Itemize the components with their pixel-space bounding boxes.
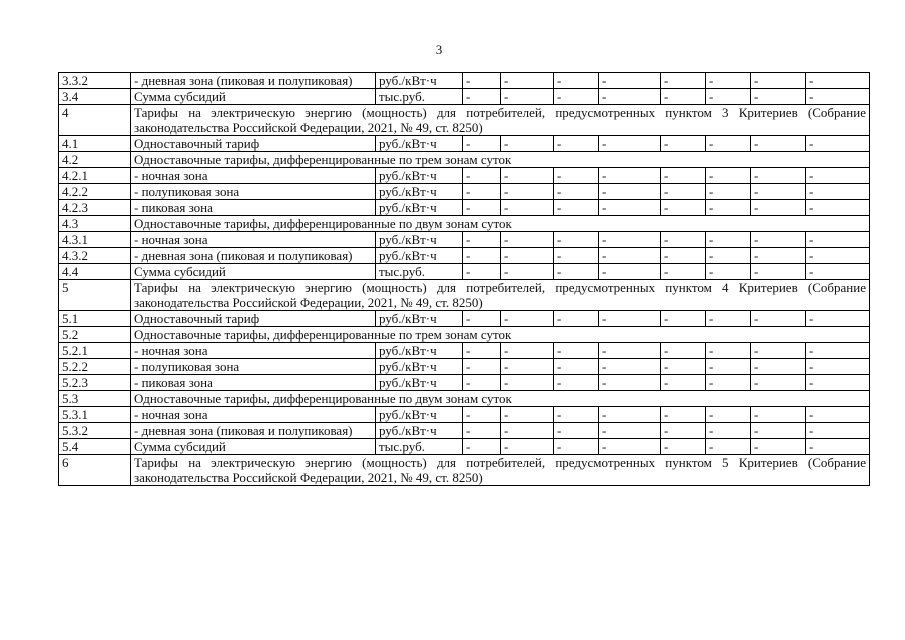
row-unit: руб./кВт·ч [376, 184, 463, 200]
table-row [59, 407, 870, 423]
value-cell: - [599, 439, 661, 455]
row-name: - полупиковая зона [131, 184, 376, 200]
value-cell: - [599, 89, 661, 105]
value-cell: - [806, 439, 870, 455]
value-cell: - [599, 136, 661, 152]
row-name: - дневная зона (пиковая и полупиковая) [131, 423, 376, 439]
value-cell: - [806, 343, 870, 359]
row-unit: руб./кВт·ч [376, 73, 463, 89]
value-cell: - [463, 200, 501, 216]
value-cell: - [599, 264, 661, 280]
row-number: 5.3.1 [59, 407, 131, 423]
section-row [59, 327, 870, 343]
value-cell: - [463, 89, 501, 105]
value-cell: - [554, 343, 599, 359]
value-cell: - [751, 407, 806, 423]
row-number: 4.3.1 [59, 232, 131, 248]
section-row [59, 105, 870, 136]
value-cell: - [706, 136, 751, 152]
row-name: - ночная зона [131, 232, 376, 248]
value-cell: - [751, 439, 806, 455]
section-title: Одноставочные тарифы, дифференцированные по трем зонам суток [131, 152, 870, 168]
value-cell: - [706, 89, 751, 105]
row-unit: руб./кВт·ч [376, 407, 463, 423]
value-cell: - [599, 73, 661, 89]
value-cell: - [706, 311, 751, 327]
value-cell: - [599, 168, 661, 184]
value-cell: - [661, 423, 706, 439]
value-cell: - [501, 264, 554, 280]
value-cell: - [554, 232, 599, 248]
value-cell: - [463, 136, 501, 152]
value-cell: - [501, 375, 554, 391]
row-number: 6 [59, 455, 131, 486]
value-cell: - [661, 407, 706, 423]
value-cell: - [661, 89, 706, 105]
row-unit: руб./кВт·ч [376, 200, 463, 216]
row-name: Сумма субсидий [131, 264, 376, 280]
value-cell: - [806, 184, 870, 200]
value-cell: - [501, 73, 554, 89]
table-row [59, 248, 870, 264]
value-cell: - [554, 375, 599, 391]
value-cell: - [751, 248, 806, 264]
value-cell: - [463, 264, 501, 280]
value-cell: - [554, 184, 599, 200]
value-cell: - [463, 423, 501, 439]
value-cell: - [599, 232, 661, 248]
value-cell: - [501, 168, 554, 184]
row-number: 5.3.2 [59, 423, 131, 439]
value-cell: - [706, 407, 751, 423]
value-cell: - [463, 232, 501, 248]
row-number: 4.3 [59, 216, 131, 232]
value-cell: - [554, 200, 599, 216]
value-cell: - [463, 359, 501, 375]
value-cell: - [501, 343, 554, 359]
section-row [59, 455, 870, 486]
row-number: 5.3 [59, 391, 131, 407]
value-cell: - [806, 311, 870, 327]
tariff-table-body [59, 73, 870, 486]
value-cell: - [706, 168, 751, 184]
value-cell: - [501, 184, 554, 200]
value-cell: - [501, 359, 554, 375]
value-cell: - [806, 168, 870, 184]
row-unit: руб./кВт·ч [376, 359, 463, 375]
value-cell: - [706, 343, 751, 359]
value-cell: - [554, 311, 599, 327]
section-row [59, 216, 870, 232]
value-cell: - [661, 200, 706, 216]
value-cell: - [751, 232, 806, 248]
row-unit: руб./кВт·ч [376, 232, 463, 248]
value-cell: - [501, 423, 554, 439]
value-cell: - [751, 359, 806, 375]
table-row [59, 184, 870, 200]
value-cell: - [751, 200, 806, 216]
value-cell: - [554, 248, 599, 264]
row-unit: руб./кВт·ч [376, 343, 463, 359]
value-cell: - [706, 248, 751, 264]
section-row [59, 280, 870, 311]
value-cell: - [806, 359, 870, 375]
row-name: - дневная зона (пиковая и полупиковая) [131, 73, 376, 89]
value-cell: - [706, 439, 751, 455]
row-number: 5.2.3 [59, 375, 131, 391]
value-cell: - [599, 311, 661, 327]
row-name: Одноставочный тариф [131, 311, 376, 327]
row-name: - пиковая зона [131, 200, 376, 216]
value-cell: - [706, 359, 751, 375]
table-row [59, 439, 870, 455]
value-cell: - [599, 248, 661, 264]
value-cell: - [661, 248, 706, 264]
value-cell: - [599, 184, 661, 200]
section-title: Тарифы на электрическую энергию (мощность) для потребителей, предусмотренных пунктом 3 Критериев (Собрание законодательства Российской Федерации, 2021, № 49, ст. 8250) [131, 105, 870, 136]
value-cell: - [463, 407, 501, 423]
value-cell: - [751, 89, 806, 105]
value-cell: - [463, 73, 501, 89]
value-cell: - [554, 89, 599, 105]
value-cell: - [751, 375, 806, 391]
value-cell: - [806, 423, 870, 439]
value-cell: - [661, 136, 706, 152]
table-row [59, 200, 870, 216]
value-cell: - [751, 423, 806, 439]
value-cell: - [806, 264, 870, 280]
row-unit: тыс.руб. [376, 439, 463, 455]
value-cell: - [599, 375, 661, 391]
value-cell: - [706, 423, 751, 439]
value-cell: - [463, 184, 501, 200]
value-cell: - [806, 89, 870, 105]
row-name: - ночная зона [131, 343, 376, 359]
value-cell: - [463, 343, 501, 359]
row-unit: руб./кВт·ч [376, 136, 463, 152]
section-title: Одноставочные тарифы, дифференцированные по двум зонам суток [131, 216, 870, 232]
value-cell: - [751, 311, 806, 327]
value-cell: - [751, 184, 806, 200]
value-cell: - [554, 423, 599, 439]
value-cell: - [463, 168, 501, 184]
row-number: 3.3.2 [59, 73, 131, 89]
value-cell: - [501, 232, 554, 248]
value-cell: - [501, 311, 554, 327]
value-cell: - [806, 375, 870, 391]
value-cell: - [599, 423, 661, 439]
value-cell: - [554, 73, 599, 89]
row-unit: тыс.руб. [376, 89, 463, 105]
value-cell: - [463, 248, 501, 264]
value-cell: - [599, 200, 661, 216]
value-cell: - [751, 343, 806, 359]
section-title: Тарифы на электрическую энергию (мощность) для потребителей, предусмотренных пунктом 5 Критериев (Собрание законодательства Российской Федерации, 2021, № 49, ст. 8250) [131, 455, 870, 486]
table-row [59, 311, 870, 327]
section-row [59, 391, 870, 407]
value-cell: - [554, 439, 599, 455]
row-name: - полупиковая зона [131, 359, 376, 375]
value-cell: - [661, 184, 706, 200]
value-cell: - [661, 311, 706, 327]
value-cell: - [661, 168, 706, 184]
value-cell: - [463, 439, 501, 455]
tariff-table [58, 72, 870, 486]
value-cell: - [554, 359, 599, 375]
value-cell: - [501, 248, 554, 264]
row-number: 5.1 [59, 311, 131, 327]
row-name: - ночная зона [131, 407, 376, 423]
table-row [59, 232, 870, 248]
row-number: 4.2.2 [59, 184, 131, 200]
value-cell: - [463, 311, 501, 327]
row-number: 4.1 [59, 136, 131, 152]
table-row [59, 423, 870, 439]
value-cell: - [806, 407, 870, 423]
value-cell: - [501, 439, 554, 455]
value-cell: - [554, 264, 599, 280]
value-cell: - [599, 407, 661, 423]
row-number: 5 [59, 280, 131, 311]
table-row [59, 375, 870, 391]
value-cell: - [806, 73, 870, 89]
value-cell: - [661, 343, 706, 359]
row-number: 4.2.3 [59, 200, 131, 216]
value-cell: - [806, 248, 870, 264]
section-title: Одноставочные тарифы, дифференцированные по трем зонам суток [131, 327, 870, 343]
page-number: 3 [435, 42, 443, 57]
section-row [59, 152, 870, 168]
value-cell: - [661, 375, 706, 391]
value-cell: - [599, 359, 661, 375]
table-row [59, 343, 870, 359]
row-number: 5.2.1 [59, 343, 131, 359]
value-cell: - [661, 232, 706, 248]
row-number: 4.4 [59, 264, 131, 280]
row-number: 4.2.1 [59, 168, 131, 184]
row-number: 4.3.2 [59, 248, 131, 264]
table-row [59, 359, 870, 375]
section-title: Тарифы на электрическую энергию (мощность) для потребителей, предусмотренных пунктом 4 Критериев (Собрание законодательства Российской Федерации, 2021, № 49, ст. 8250) [131, 280, 870, 311]
row-name: Сумма субсидий [131, 89, 376, 105]
value-cell: - [661, 439, 706, 455]
value-cell: - [661, 264, 706, 280]
table-row [59, 89, 870, 105]
value-cell: - [706, 200, 751, 216]
row-name: Одноставочный тариф [131, 136, 376, 152]
value-cell: - [501, 200, 554, 216]
row-unit: руб./кВт·ч [376, 168, 463, 184]
value-cell: - [554, 407, 599, 423]
row-number: 5.2.2 [59, 359, 131, 375]
value-cell: - [751, 264, 806, 280]
value-cell: - [706, 264, 751, 280]
value-cell: - [501, 407, 554, 423]
value-cell: - [806, 200, 870, 216]
table-row [59, 168, 870, 184]
value-cell: - [661, 359, 706, 375]
row-unit: руб./кВт·ч [376, 375, 463, 391]
value-cell: - [706, 232, 751, 248]
value-cell: - [751, 168, 806, 184]
row-number: 5.2 [59, 327, 131, 343]
value-cell: - [751, 136, 806, 152]
row-unit: тыс.руб. [376, 264, 463, 280]
row-name: - дневная зона (пиковая и полупиковая) [131, 248, 376, 264]
row-number: 3.4 [59, 89, 131, 105]
row-number: 4.2 [59, 152, 131, 168]
table-row [59, 264, 870, 280]
value-cell: - [463, 375, 501, 391]
row-unit: руб./кВт·ч [376, 311, 463, 327]
row-unit: руб./кВт·ч [376, 423, 463, 439]
row-name: Сумма субсидий [131, 439, 376, 455]
value-cell: - [501, 136, 554, 152]
value-cell: - [806, 232, 870, 248]
value-cell: - [554, 168, 599, 184]
table-row [59, 73, 870, 89]
value-cell: - [661, 73, 706, 89]
value-cell: - [554, 136, 599, 152]
value-cell: - [599, 343, 661, 359]
value-cell: - [501, 89, 554, 105]
value-cell: - [706, 375, 751, 391]
row-name: - ночная зона [131, 168, 376, 184]
row-number: 4 [59, 105, 131, 136]
value-cell: - [706, 184, 751, 200]
row-name: - пиковая зона [131, 375, 376, 391]
row-number: 5.4 [59, 439, 131, 455]
section-title: Одноставочные тарифы, дифференцированные по двум зонам суток [131, 391, 870, 407]
table-row [59, 136, 870, 152]
value-cell: - [806, 136, 870, 152]
value-cell: - [751, 73, 806, 89]
row-unit: руб./кВт·ч [376, 248, 463, 264]
value-cell: - [706, 73, 751, 89]
